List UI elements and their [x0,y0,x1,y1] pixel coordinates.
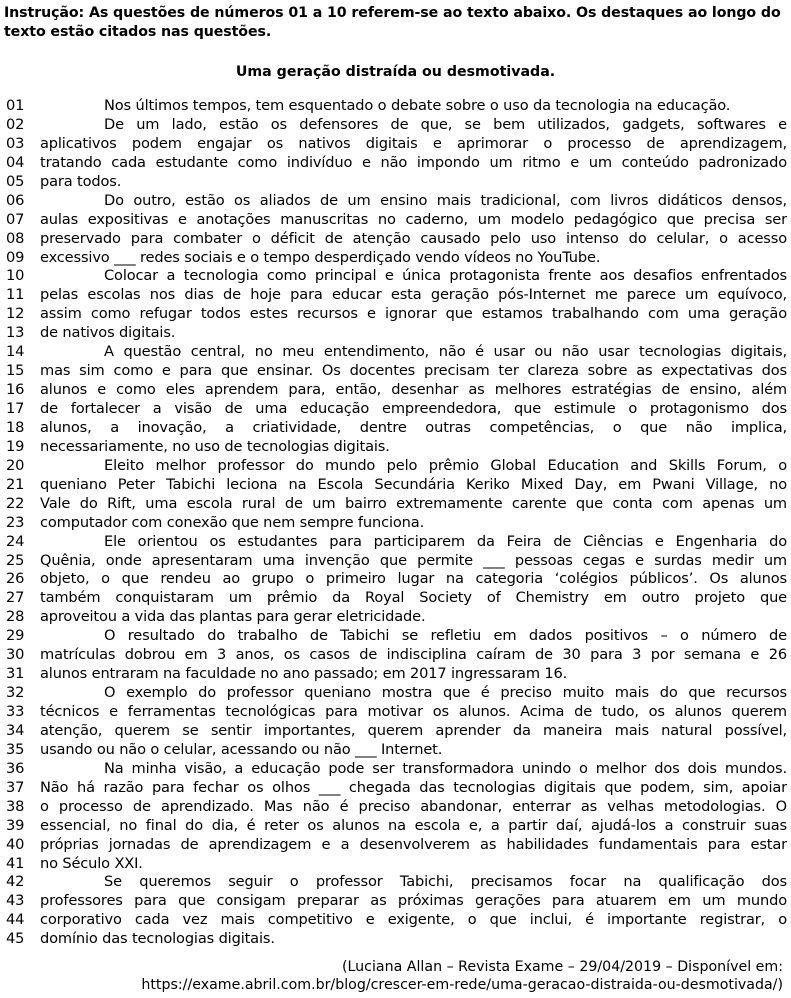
line-text: técnicos e ferramentas tecnológicas para motivar os alunos. Acima de tudo, os alunos querem [40,703,787,720]
line-text: preservado para combater o déficit de atenção causado pelo uso intenso do celular, o acesso [40,229,787,247]
text-line [4,419,787,438]
instruction-text: Instrução: As questões de números 01 a 10 referem-se ao texto abaixo. Os destaques ao longo do texto estão citados nas questões. [4,5,781,40]
text-line [4,305,787,324]
line-number: 36 [6,759,25,777]
text-line [4,192,787,211]
text-line [4,324,787,343]
line-text: para todos. [40,172,122,190]
line-number: 23 [6,513,25,531]
text-line [4,779,787,798]
line-number: 16 [6,381,25,399]
line-number: 11 [6,286,25,304]
line-text: Ele orientou os estudantes para participarem da Feira de Ciências e Engenharia do [104,532,787,550]
line-text: Vale do Rift, uma escola rural de um bairro extremamente carente que conta com apenas um [40,494,787,512]
line-number: 10 [6,267,25,285]
line-text: O resultado do trabalho de Tabichi se refletiu em dados positivos – o número de [104,627,787,645]
text-line [4,817,787,836]
line-number: 38 [6,797,25,815]
citation-line-2: https://exame.abril.com.br/blog/crescer-em-rede/uma-geracao-distraida-ou-desmotivada/) [141,977,783,993]
text-line [4,514,787,533]
line-number: 20 [6,456,25,474]
text-line [4,665,787,684]
text-line [4,249,787,268]
line-text: Na minha visão, a educação pode ser transformadora unindo o melhor dos dois mundos. [104,759,787,777]
line-text: aulas expositivas e anotações manuscritas no caderno, um modelo pedagógico que precisa ser [40,210,787,228]
text-line [4,400,787,419]
text-line [4,741,787,760]
citation [141,958,783,994]
line-text: usando ou não o celular, acessando ou não ___ Internet. [40,740,443,758]
line-number: 29 [6,627,25,645]
line-number: 42 [6,873,25,891]
text-line [4,646,787,665]
line-number: 45 [6,930,25,948]
line-number: 40 [6,835,25,853]
text-line [4,855,787,874]
text-title: Uma geração distraída ou desmotivada. [235,64,556,80]
text-line [4,476,787,495]
line-text: Do outro, estão os aliados de um ensino mais tradicional, com livros didáticos densos, [104,191,787,209]
line-number: 37 [6,778,25,796]
line-text: excessivo ___ redes sociais e o tempo desperdiçado vendo vídeos no YouTube. [40,248,601,266]
text-line [4,381,787,400]
line-number: 21 [6,475,25,493]
line-number: 39 [6,816,25,834]
text-line [4,154,787,173]
text-line [4,570,787,589]
line-text: corporativo cada vez mais competitivo e exigente, o que inclui, é importante registrar, o [40,911,787,929]
line-text: A questão central, no meu entendimento, não é usar ou não usar tecnologias digitais, [104,343,787,361]
line-number: 08 [6,229,25,247]
line-number: 17 [6,400,25,417]
text-line [4,495,787,514]
line-text: assim como refugar todos estes recursos e ignorar que estamos trabalhando com uma geração [40,305,787,323]
line-text: aproveitou a vida das plantas para gerar eletricidade. [40,608,426,626]
line-number: 24 [6,532,25,550]
line-number: 22 [6,494,25,512]
text-line [4,438,787,457]
text-line [4,457,787,476]
line-text: atenção, querem se sentir importantes, querem aprender da maneira mais natural possível, [40,721,787,739]
line-number: 35 [6,740,25,758]
text-line [4,703,787,722]
text-line [4,267,787,286]
line-number: 43 [6,892,25,910]
line-text: de fortalecer a visão de uma educação empreendedora, que estimule o protagonismo dos [40,400,787,417]
line-number: 25 [6,551,25,569]
line-number: 18 [6,418,25,436]
line-text: essencial, no final do dia, é reter os alunos na escola e, a partir daí, ajudá-los a construir suas [40,816,787,834]
line-text: professores para que consigam preparar as próximas gerações para atuarem em um mundo [40,892,787,910]
text-line [4,589,787,608]
text-line [4,286,787,305]
line-number: 34 [6,721,25,739]
line-text: computador com conexão que nem sempre funciona. [40,513,425,531]
text-line [4,135,787,154]
text-line [4,873,787,892]
text-line [4,173,787,192]
line-number: 02 [6,115,25,133]
line-number: 27 [6,589,25,607]
line-text: mas sim como e para que ensinar. Os docentes precisam ter clareza sobre as expectativas dos [40,362,787,380]
text-line [4,230,787,249]
line-text: aplicativos podem engajar os nativos digitais e aprimorar o processo de aprendizagem, [40,134,787,152]
line-text: O exemplo do professor queniano mostra que é preciso muito mais do que recursos [104,684,787,702]
line-text: próprias jornadas de aprendizagem e a desenvolverem as habilidades fundamentais para estar [40,835,787,853]
line-number: 33 [6,703,25,720]
line-number: 13 [6,324,25,342]
line-text: de nativos digitais. [40,324,176,342]
line-text: tratando cada estudante como indivíduo e não impondo um ritmo e um conteúdo padronizado [40,153,787,171]
line-text: alunos, a inovação, a criatividade, dentre outras competências, o que não implica, [40,418,787,436]
line-number: 04 [6,153,25,171]
text-line [4,930,787,949]
text-line [4,343,787,362]
line-number: 31 [6,665,25,683]
text-line [4,211,787,230]
line-number: 07 [6,210,25,228]
text-line [4,892,787,911]
line-number: 12 [6,305,25,323]
line-number: 44 [6,911,25,929]
text-line [4,608,787,627]
line-number: 01 [6,97,25,114]
line-text: Nos últimos tempos, tem esquentado o debate sobre o uso da tecnologia na educação. [104,97,731,114]
line-text: no Século XXI. [40,854,143,872]
line-text: Quênia, onde apresentaram uma invenção que permite ___ pessoas cegas e surdas medir um [40,551,787,569]
text-line [4,722,787,741]
line-number: 06 [6,191,25,209]
line-text: matrículas dobrou em 3 anos, os casos de indisciplina caíram de 30 para 3 por semana e 26 [40,646,787,664]
line-number: 15 [6,362,25,380]
text-line [4,97,787,116]
text-line [4,684,787,703]
line-number: 26 [6,570,25,588]
line-text: De um lado, estão os defensores de que, se bem utilizados, gadgets, softwares e [104,115,787,133]
text-line [4,836,787,855]
line-number: 05 [6,172,25,190]
line-number: 32 [6,684,25,702]
line-text: objeto, o que rendeu ao grupo o primeiro lugar na categoria ‘colégios públicos’. Os alunos [40,570,787,588]
line-text: alunos e como eles aprendem para, então, desenhar as melhores estratégias de ensino, além [40,381,787,399]
line-text: Não há razão para fechar os olhos ___ chegada das tecnologias digitais que podem, sim, apoiar [40,778,787,796]
text-line [4,552,787,571]
line-number: 41 [6,854,25,872]
line-text: pelas escolas nos dias de hoje para educar esta geração pós-Internet me parece um equívoco, [40,286,787,304]
line-text: domínio das tecnologias digitais. [40,930,275,948]
text-line [4,760,787,779]
line-text: queniano Peter Tabichi leciona na Escola Secundária Keriko Mixed Day, em Pwani Village, no [40,475,787,493]
line-number: 28 [6,608,25,626]
text-line [4,116,787,135]
line-number: 19 [6,437,25,455]
line-number: 14 [6,343,25,361]
line-text: o processo de aprendizado. Mas não é preciso abandonar, enterrar as velhas metodologias. O [40,797,787,815]
line-text: Eleito melhor professor do mundo pelo prêmio Global Education and Skills Forum, o [104,456,787,474]
line-text: Se queremos seguir o professor Tabichi, precisamos focar na qualificação dos [104,873,787,891]
line-number: 30 [6,646,25,664]
line-text: Colocar a tecnologia como principal e única protagonista frente aos desafios enfrentados [104,267,787,285]
line-text: alunos entraram na faculdade no ano passado; em 2017 ingressaram 16. [40,665,568,683]
numbered-text-body [4,97,787,949]
text-line [4,627,787,646]
line-number: 09 [6,248,25,266]
text-line [4,362,787,381]
line-text: também conquistaram um prêmio da Royal Society of Chemistry em outro projeto que [40,589,787,607]
citation-line-1: (Luciana Allan – Revista Exame – 29/04/2019 – Disponível em: [341,959,783,975]
line-number: 03 [6,134,25,152]
text-line [4,533,787,552]
text-line [4,798,787,817]
line-text: necessariamente, no uso de tecnologias digitais. [40,437,390,455]
text-line [4,911,787,930]
